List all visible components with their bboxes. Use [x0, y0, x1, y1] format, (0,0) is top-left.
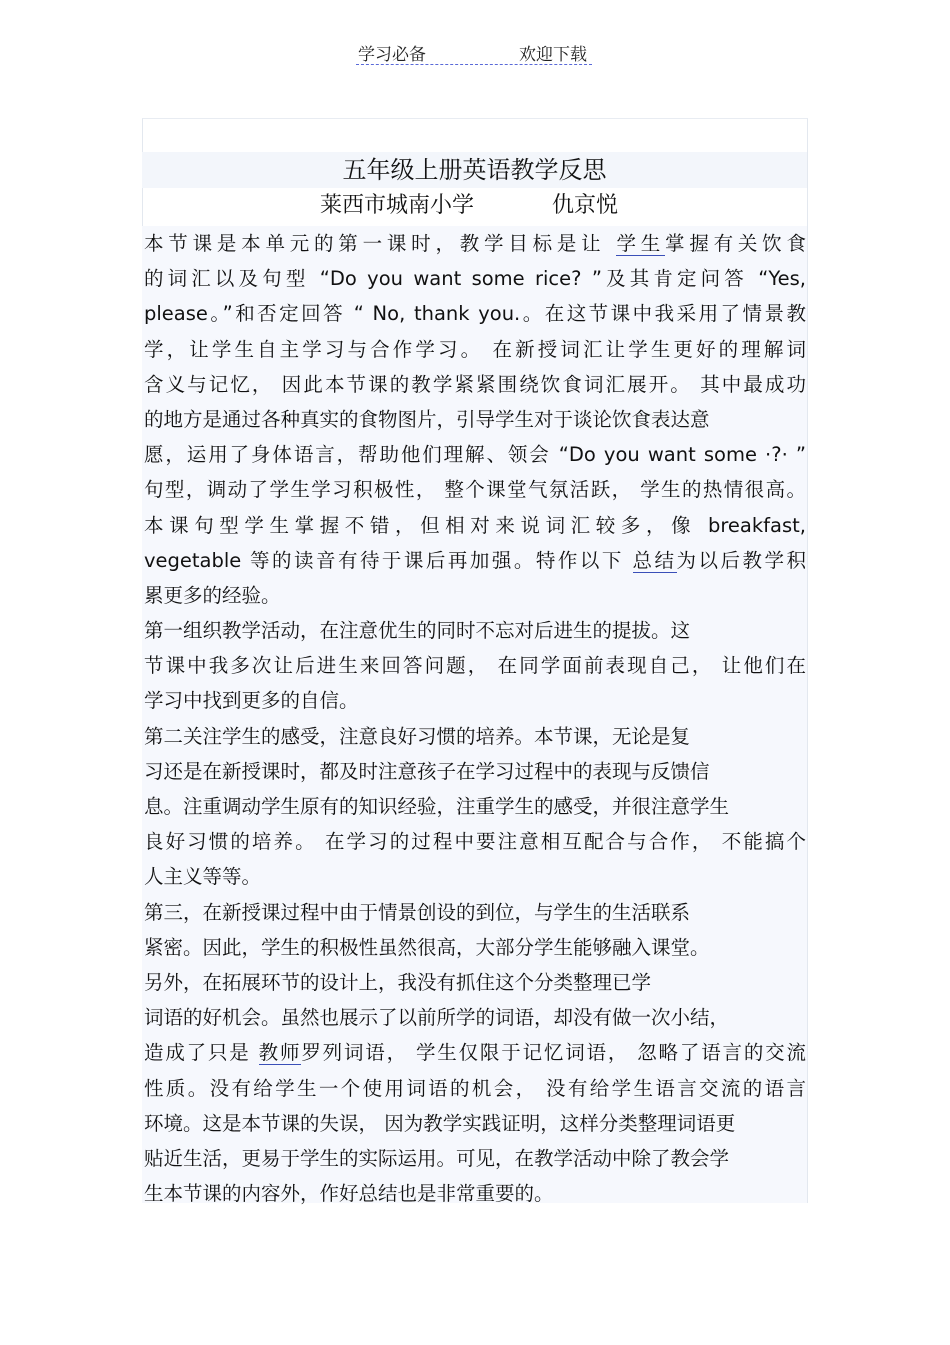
author-school: 莱西市城南小学: [320, 193, 475, 218]
line-text: 造成了只是: [144, 1041, 259, 1065]
underlined-link[interactable]: 学生: [616, 232, 666, 255]
body-line: [144, 1071, 806, 1106]
line-text: 人主义等等。: [144, 865, 262, 889]
body-line: [144, 824, 806, 859]
body-line: [144, 895, 806, 930]
body-line: [144, 1000, 806, 1035]
body-line: [144, 261, 806, 296]
line-text: 词语的好机会。虽然也展示了以前所学的词语，却没有做一次小结，: [144, 1006, 730, 1030]
underlined-link[interactable]: 教师: [258, 1041, 302, 1065]
underlined-link[interactable]: 总结: [632, 548, 677, 572]
line-text: 的词汇以及句型 “Do you want some rice? ”及其肯定问答 “Yes,: [144, 267, 806, 291]
line-text: 息。注重调动学生原有的知识经验，注重学生的感受，并很注意学生: [144, 795, 730, 818]
body-line: [144, 578, 806, 613]
body-line: [144, 1035, 806, 1070]
line-text: 学，让学生自主学习与合作学习。 在新授词汇让学生更好的理解词: [144, 337, 806, 361]
body-line: [144, 508, 806, 543]
body-line: [144, 226, 806, 261]
author-name: 仇京悦: [552, 193, 619, 218]
line-text-after: 罗列词语， 学生仅限于记忆词语， 忽略了语言的交流: [301, 1041, 806, 1065]
body-line: [144, 472, 806, 507]
line-text: 学习中找到更多的自信。: [144, 689, 359, 713]
body-line: [144, 965, 806, 1000]
line-text-after: 为以后教学积: [676, 548, 806, 572]
page-header: [356, 40, 592, 65]
header-right-text: 欢迎下载: [519, 45, 587, 65]
line-text: 第一组织教学活动，在注意优生的同时不忘对后进生的提拔。这: [144, 619, 691, 643]
reflection-body: [144, 226, 806, 1211]
line-text: 第三，在新授课过程中由于情景创设的到位，与学生的生活联系: [144, 900, 691, 924]
body-line: [144, 683, 806, 718]
line-text: 句型，调动了学生学习积极性， 整个课堂气氛活跃， 学生的热情很高。: [144, 478, 806, 502]
body-line: [144, 296, 806, 331]
line-text: 的地方是通过各种真实的食物图片，引导学生对于谈论饮食表达意: [144, 407, 710, 431]
body-line: [144, 613, 806, 648]
line-text: 紧密。因此，学生的积极性虽然很高，大部分学生能够融入课堂。: [144, 935, 710, 959]
line-text: please。”和否定回答 “ No, thank you.。在这节课中我采用了情景教: [144, 302, 806, 326]
line-text: 累更多的经验。: [144, 583, 281, 607]
body-line: [144, 437, 806, 472]
line-text: 本节课是本单元的第一课时，教学目标是让: [144, 232, 617, 255]
body-line: [144, 1141, 806, 1176]
line-text: 性质。没有给学生一个使用词语的机会， 没有给学生语言交流的语言: [144, 1076, 806, 1100]
body-line: [144, 402, 806, 437]
body-line: [144, 754, 806, 789]
line-text: 环境。这是本节课的失误， 因为教学实践证明，这样分类整理词语更: [144, 1111, 736, 1135]
body-line: [144, 367, 806, 402]
header-left-text: 学习必备: [358, 45, 426, 65]
body-line: [144, 1176, 806, 1211]
line-text: 另外，在拓展环节的设计上，我没有抓住这个分类整理已学: [144, 970, 652, 994]
line-text: 含义与记忆， 因此本节课的教学紧紧围绕饮食词汇展开。 其中最成功: [144, 372, 806, 396]
body-line: [144, 648, 806, 683]
line-text-after: 掌握有关饮食: [665, 232, 806, 255]
line-text: 愿，运用了身体语言，帮助他们理解、领会 “Do you want some ·?· ”: [144, 443, 806, 467]
line-text: 贴近生活，更易于学生的实际运用。可见，在教学活动中除了教会学: [144, 1146, 730, 1170]
line-text: 生本节课的内容外，作好总结也是非常重要的。: [144, 1182, 554, 1206]
body-line: [144, 543, 806, 578]
line-text: vegetable 等的读音有待于课后再加强。特作以下: [144, 548, 633, 572]
body-line: [144, 332, 806, 367]
line-text: 节课中我多次让后进生来回答问题， 在同学面前表现自己， 让他们在: [144, 654, 806, 678]
body-line: [144, 859, 806, 894]
line-text: 习还是在新授课时，都及时注意孩子在学习过程中的表现与反馈信: [144, 759, 710, 783]
body-line: [144, 789, 806, 824]
body-line: [144, 1106, 806, 1141]
body-line: [144, 930, 806, 965]
document-title: 五年级上册英语教学反思: [342, 156, 607, 184]
line-text: 第二关注学生的感受，注意良好习惯的培养。本节课，无论是复: [144, 724, 691, 748]
line-text: 良好习惯的培养。 在学习的过程中要注意相互配合与合作， 不能搞个: [144, 830, 806, 854]
body-line: [144, 719, 806, 754]
line-text: 本课句型学生掌握不错，但相对来说词汇较多，像 breakfast,: [144, 513, 806, 537]
